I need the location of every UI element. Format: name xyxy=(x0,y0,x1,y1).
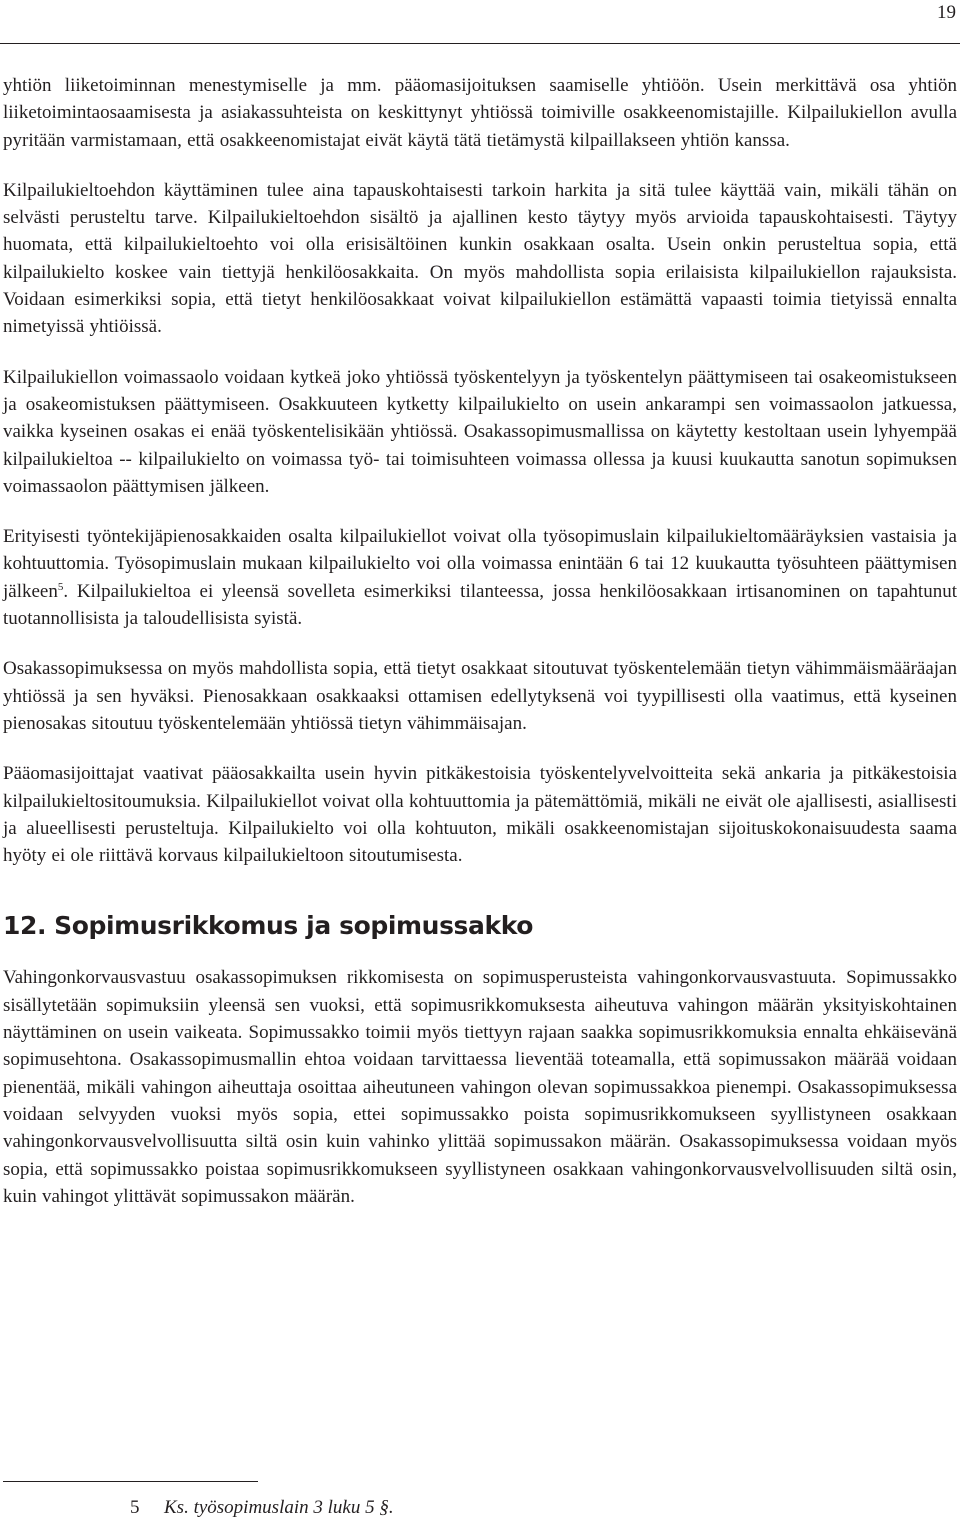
footnote-number: 5 xyxy=(130,1497,140,1518)
paragraph-5: Osakassopimuksessa on myös mahdollista sopia, että tietyt osakkaat sitoutuvat työskentelemään tietyn vähimmäismääräajan yhtiössä ja sen hyväksi. Pienosakkaan osakkaaksi ottamisen edellytyksenä voi tyypillisesti olla vaatimus, että kyseinen pienosakas sitoutuu työskentelemään yhtiössä tietyn vähimmäisajan. xyxy=(3,658,957,734)
section-heading xyxy=(3,909,957,943)
paragraph-4 xyxy=(3,523,957,632)
paragraph-4-text-a: Erityisesti työntekijäpienosakkaiden osalta kilpailukiellot voivat olla työsopimuslain kilpailukieltomääräyksien vastaisia ja kohtuuttomia. Työsopimuslain mukaan kilpailukielto voi olla voimassa enintään 6 tai 12 kuukautta työsuhteen päättymisen jälkeen xyxy=(3,526,957,602)
paragraph-4-text-b: . Kilpailukieltoa ei yleensä sovelleta esimerkiksi tilanteessa, jossa henkilöosakkaan irtisanominen on tapahtunut tuotannollisista ja taloudellisista syistä. xyxy=(3,580,957,630)
paragraph-2: Kilpailukieltoehdon käyttäminen tulee aina tapauskohtaisesti tarkoin harkita ja sitä tulee käyttää vain, mikäli tähän on selvästi perusteltu tarve. Kilpailukieltoehdon sisältö ja ajallinen kesto täytyy myös arvioida tapauskohtaisesti. Täytyy huomata, että kilpailukieltoehto voi olla erisisältöinen kunkin osakkaan osalta. Usein onkin perusteltua sopia, että kilpailukielto koskee vain tiettyjä henkilöosakkaita. On myös mahdollista sopia erilaisista kilpailukiellon rajauksista. Voidaan esimerkiksi sopia, että tietyt henkilöosakkaat voivat kilpailukiellon estämättä vapaasti toimia tietyissä ennalta nimetyissä yhtiöissä. xyxy=(3,179,957,338)
section-number: 12. xyxy=(3,911,47,941)
paragraph-6: Pääomasijoittajat vaativat pääosakkailta usein hyvin pitkäkestoisia työskentelyvelvoitteita sekä ankaria ja pitkäkestoisia kilpailukieltositoumuksia. Kilpailukiellot voivat olla kohtuuttomia ja pätemättömiä, mikäli ne eivät ole ajallisesti, asiallisesti ja alueellisesti perusteltuja. Kilpailukielto voi olla kohtuuton, mikäli osakkeenomistajan sijoituskokonaisuudesta saama hyöty ei ole riittävä korvaus kilpailukieltoon sitoutumisesta. xyxy=(3,763,957,867)
section-paragraph: Vahingonkorvausvastuu osakassopimuksen rikkomisesta on sopimusperusteista vahingonkorvausvastuuta. Sopimussakko sisällytetään sopimuksiin yleensä sen vuoksi, että sopimusrikkomuksesta aiheutuva vahingon määrän yksityiskohtainen näyttäminen on usein vaikeata. Sopimussakko toimii myös tiettyyn rajaan saakka sopimusrikkomuksia ennalta ehkäisevänä sopimusehtona. Osakassopimusmallin ehtoa voidaan tarvittaessa lieventää toteamalla, että sopimussakon määrää voidaan pienentää, mikäli vahingon aiheuttaja osoittaa aiheutuneen vahingon olevan sopimussakkoa pienempi. Osakassopimuksessa voidaan selvyyden vuoksi myös sopia, ettei sopimussakko poista sopimusrikkomukseen syyllistyneen osakkaan vahingonkorvausvelvollisuutta siltä osin kuin vahinko ylittää sopimussakon määrän. Osakassopimuksessa voidaan myös sopia, että sopimussakko poistaa sopimusrikkomukseen syyllistyneen osakkaan vahingonkorvausvelvollisuuden siltä osin, kuin vahingot ylittävät sopimussakon määrän. xyxy=(3,967,957,1207)
page-number: 19 xyxy=(937,2,956,23)
paragraph-1: yhtiön liiketoiminnan menestymiselle ja mm. pääomasijoituksen saamiselle yhtiöön. Usein merkittävä osa yhtiön liiketoimintaosaamisesta ja asiakassuhteista on keskittynyt yhtiössä toimiville osakkeenomistajille. Kilpailukiellon avulla pyritään varmistamaan, että osakkeenomistajat eivät käytä tätä tietämystä kilpaillakseen yhtiön kanssa. xyxy=(3,75,957,151)
paragraph-3: Kilpailukiellon voimassaolo voidaan kytkeä joko yhtiössä työskentelyyn ja työskentelyn päättymiseen tai osakeomistukseen ja osakeomistuksen päättymiseen. Osakkuuteen kytketty kilpailukielto on usein ankarampi sen voimassaolon jatkuessa, vaikka kyseinen osakas ei enää työskentelisikään yhtiössä. Osakassopimusmallissa on käytetty kestoltaan usein lyhyempää kilpailukieltoa -- kilpailukielto on voimassa työ- tai toimisuhteen voimassa ollessa ja kuusi kuukautta sanotun sopimuksen voimassaolon päättymisen jälkeen. xyxy=(3,366,957,497)
body-text xyxy=(3,72,957,1233)
footnote-text: Ks. työsopimuslain 3 luku 5 §. xyxy=(164,1497,394,1518)
header-rule xyxy=(0,43,960,44)
footnote xyxy=(130,1496,394,1520)
footnote-reference[interactable]: 5 xyxy=(57,580,64,593)
footnote-rule xyxy=(3,1481,258,1482)
section-title: Sopimusrikkomus ja sopimussakko xyxy=(54,911,534,941)
